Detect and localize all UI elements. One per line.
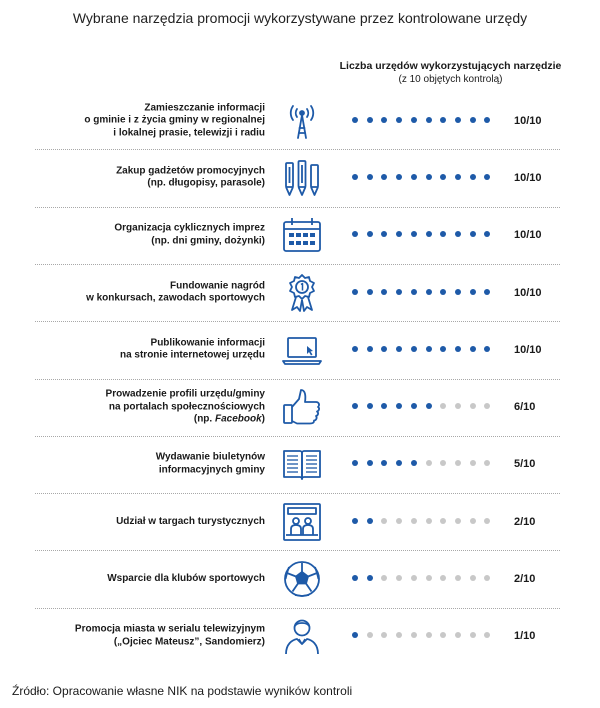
dot-empty xyxy=(440,575,446,581)
dot-scale xyxy=(352,575,502,583)
row-label xyxy=(5,573,265,586)
column-header xyxy=(338,60,563,86)
dot-filled xyxy=(381,460,387,466)
dot-empty xyxy=(484,518,490,524)
row-label-line: na stronie internetowej urzędu xyxy=(119,349,265,361)
dot-empty xyxy=(470,632,476,638)
dot-filled xyxy=(381,289,387,295)
dot-empty xyxy=(440,632,446,638)
dot-scale xyxy=(352,117,502,125)
dot-filled xyxy=(455,231,461,237)
row-label-line: Zamieszczanie informacji xyxy=(144,101,265,113)
dot-filled xyxy=(367,174,373,180)
dot-filled xyxy=(352,403,358,409)
dot-filled xyxy=(455,346,461,352)
row-count: 10/10 xyxy=(514,229,542,242)
dot-scale xyxy=(352,460,502,468)
row-label-line: na portalach społecznościowych xyxy=(108,400,265,412)
chart-row xyxy=(0,550,600,607)
dot-filled xyxy=(352,174,358,180)
dot-filled xyxy=(484,117,490,123)
dot-empty xyxy=(484,460,490,466)
dot-filled xyxy=(352,575,358,581)
dot-filled xyxy=(411,346,417,352)
dot-filled xyxy=(411,117,417,123)
dot-filled xyxy=(352,231,358,237)
chart-row xyxy=(0,436,600,493)
row-count: 2/10 xyxy=(514,515,536,528)
row-label-line: Udział w targach turystycznych xyxy=(116,515,265,527)
dot-empty xyxy=(367,632,373,638)
dot-empty xyxy=(455,575,461,581)
dot-filled xyxy=(426,117,432,123)
dot-empty xyxy=(396,518,402,524)
row-label xyxy=(5,624,265,649)
dot-filled xyxy=(426,346,432,352)
dot-filled xyxy=(470,289,476,295)
dot-empty xyxy=(411,518,417,524)
row-label xyxy=(5,452,265,477)
dot-empty xyxy=(455,518,461,524)
dot-filled xyxy=(381,403,387,409)
dot-filled xyxy=(396,403,402,409)
dot-scale xyxy=(352,518,502,526)
pens-icon xyxy=(281,157,323,199)
dot-filled xyxy=(352,632,358,638)
dot-empty xyxy=(455,403,461,409)
dot-filled xyxy=(367,117,373,123)
dot-empty xyxy=(426,575,432,581)
source-note: Źródło: Opracowanie własne NIK na podstawie wyników kontroli xyxy=(12,684,353,698)
dot-filled xyxy=(396,460,402,466)
dot-filled xyxy=(396,346,402,352)
dot-filled xyxy=(484,346,490,352)
dot-empty xyxy=(470,403,476,409)
row-count: 10/10 xyxy=(514,114,542,127)
dot-filled xyxy=(381,231,387,237)
row-label-line: (np. dni gminy, dożynki) xyxy=(151,235,265,247)
dot-filled xyxy=(367,346,373,352)
chart-row xyxy=(0,608,600,665)
chart-row xyxy=(0,378,600,435)
row-label xyxy=(5,165,265,190)
dot-filled xyxy=(426,403,432,409)
dot-filled xyxy=(455,289,461,295)
chart-row xyxy=(0,149,600,206)
dot-empty xyxy=(484,632,490,638)
dot-empty xyxy=(411,632,417,638)
row-label xyxy=(5,102,265,140)
dot-filled xyxy=(470,117,476,123)
row-count: 10/10 xyxy=(514,286,542,299)
row-count: 5/10 xyxy=(514,458,536,471)
dot-empty xyxy=(455,632,461,638)
dot-filled xyxy=(455,117,461,123)
dot-empty xyxy=(440,518,446,524)
row-label xyxy=(5,515,265,528)
row-label xyxy=(5,337,265,362)
dot-filled xyxy=(367,231,373,237)
dot-empty xyxy=(381,518,387,524)
thumbs-up-icon xyxy=(281,386,323,428)
dot-filled xyxy=(352,518,358,524)
row-label-line: Prowadzenie profili urzędu/gminy xyxy=(105,388,265,400)
dot-filled xyxy=(484,231,490,237)
calendar-icon xyxy=(281,214,323,256)
dot-filled xyxy=(381,174,387,180)
dot-filled xyxy=(426,174,432,180)
dot-filled xyxy=(440,346,446,352)
dot-filled xyxy=(381,117,387,123)
dot-empty xyxy=(470,460,476,466)
dot-empty xyxy=(426,632,432,638)
row-count: 6/10 xyxy=(514,401,536,414)
dot-filled xyxy=(352,117,358,123)
row-label-line: Wydawanie biuletynów xyxy=(155,451,265,463)
dot-empty xyxy=(484,403,490,409)
antenna-icon xyxy=(281,100,323,142)
dot-filled xyxy=(426,289,432,295)
dot-filled xyxy=(396,289,402,295)
row-label-line: Zakup gadżetów promocyjnych xyxy=(116,165,265,177)
row-count: 10/10 xyxy=(514,171,542,184)
dot-filled xyxy=(484,289,490,295)
column-header-line2: (z 10 objętych kontrolą) xyxy=(398,74,503,85)
dot-filled xyxy=(396,174,402,180)
row-label-line: („Ojciec Mateusz”, Sandomierz) xyxy=(113,636,265,648)
chart-row xyxy=(0,207,600,264)
dot-filled xyxy=(396,117,402,123)
dot-filled xyxy=(484,174,490,180)
dot-filled xyxy=(352,289,358,295)
dot-filled xyxy=(352,460,358,466)
dot-filled xyxy=(367,289,373,295)
dot-empty xyxy=(455,460,461,466)
row-label-line: informacyjnych gminy xyxy=(158,464,265,476)
dot-filled xyxy=(470,346,476,352)
dot-filled xyxy=(411,403,417,409)
dot-filled xyxy=(411,460,417,466)
chart-row xyxy=(0,493,600,550)
fair-booth-icon xyxy=(281,501,323,543)
dot-filled xyxy=(367,460,373,466)
row-label xyxy=(5,388,265,426)
row-label-line: (np. długopisy, parasole) xyxy=(147,177,265,189)
dot-filled xyxy=(455,174,461,180)
laptop-icon xyxy=(281,329,323,371)
chart-rows xyxy=(0,92,600,665)
dot-scale xyxy=(352,174,502,182)
dot-filled xyxy=(440,174,446,180)
dot-filled xyxy=(411,231,417,237)
row-label-line: w konkursach, zawodach sportowych xyxy=(86,292,265,304)
row-count: 2/10 xyxy=(514,573,536,586)
row-label-line: Wsparcie dla klubów sportowych xyxy=(107,572,265,584)
row-label-line: i lokalnej prasie, telewizji i radiu xyxy=(113,126,265,138)
row-label-line: o gminie i z życia gminy w regionalnej xyxy=(84,114,265,126)
row-label-line: Publikowanie informacji xyxy=(150,337,265,349)
row-count: 1/10 xyxy=(514,630,536,643)
row-label-line: (np. Facebook) xyxy=(193,413,265,425)
chart-row xyxy=(0,321,600,378)
row-count: 10/10 xyxy=(514,343,542,356)
dot-filled xyxy=(367,403,373,409)
dot-filled xyxy=(396,231,402,237)
dot-scale xyxy=(352,231,502,239)
row-label xyxy=(5,280,265,305)
dot-filled xyxy=(470,174,476,180)
dot-empty xyxy=(440,403,446,409)
medal-icon xyxy=(281,272,323,314)
chart-row xyxy=(0,92,600,149)
dot-filled xyxy=(411,174,417,180)
dot-empty xyxy=(381,575,387,581)
row-label-line: Promocja miasta w serialu telewizyjnym xyxy=(74,623,265,635)
chart-row xyxy=(0,264,600,321)
book-icon xyxy=(281,443,323,485)
dot-empty xyxy=(470,575,476,581)
dot-scale xyxy=(352,346,502,354)
dot-empty xyxy=(484,575,490,581)
column-header-line1: Liczba urzędów wykorzystujących narzędzie xyxy=(339,60,562,72)
dot-filled xyxy=(470,231,476,237)
dot-empty xyxy=(470,518,476,524)
dot-empty xyxy=(426,518,432,524)
dot-filled xyxy=(367,518,373,524)
row-label-line: Organizacja cyklicznych imprez xyxy=(114,222,265,234)
dot-filled xyxy=(440,231,446,237)
dot-empty xyxy=(426,460,432,466)
dot-empty xyxy=(411,575,417,581)
person-icon xyxy=(281,615,323,657)
dot-empty xyxy=(396,575,402,581)
dot-scale xyxy=(352,632,502,640)
dot-filled xyxy=(426,231,432,237)
dot-filled xyxy=(367,575,373,581)
chart-title: Wybrane narzędzia promocji wykorzystywane przez kontrolowane urzędy xyxy=(72,10,528,26)
dot-filled xyxy=(381,346,387,352)
dot-scale xyxy=(352,289,502,297)
dot-empty xyxy=(440,460,446,466)
dot-filled xyxy=(352,346,358,352)
football-icon xyxy=(281,558,323,600)
dot-filled xyxy=(411,289,417,295)
row-label-line: Fundowanie nagród xyxy=(170,280,265,292)
dot-scale xyxy=(352,403,502,411)
dot-empty xyxy=(381,632,387,638)
dot-filled xyxy=(440,117,446,123)
dot-filled xyxy=(440,289,446,295)
dot-empty xyxy=(396,632,402,638)
row-label xyxy=(5,223,265,248)
